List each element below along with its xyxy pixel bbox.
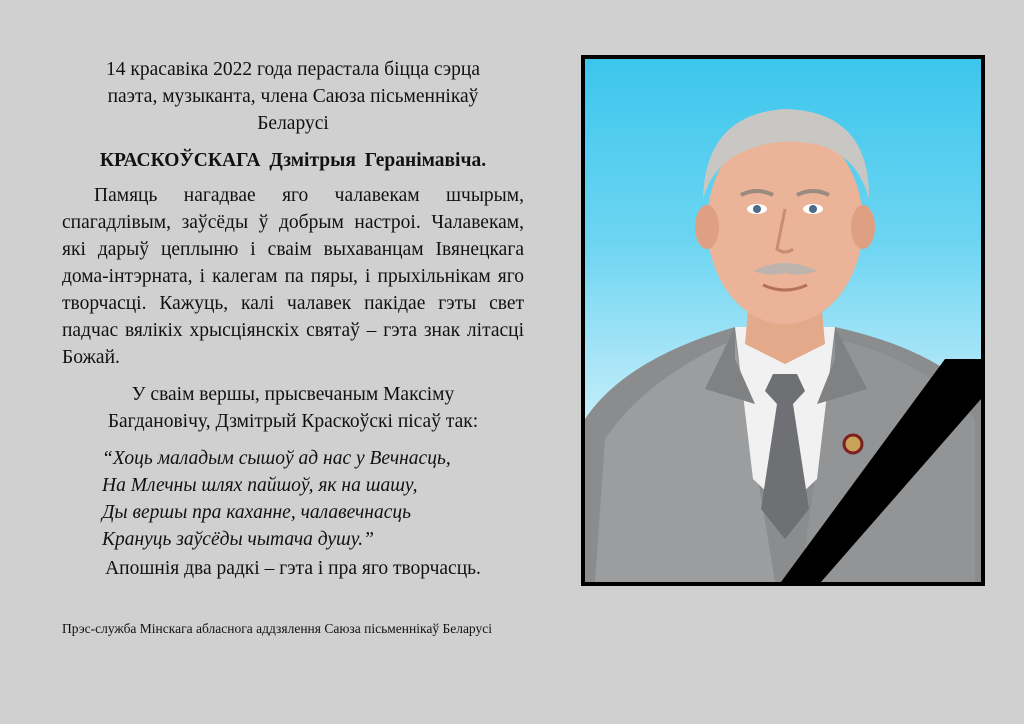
press-service-credit: Прэс-служба Мінскага абласнога аддзялення Саюза пісьменнікаў Беларусі	[62, 621, 492, 636]
portrait-illustration	[585, 59, 981, 582]
poem-line: Ды вершы пра каханне, чалавечнасць	[102, 502, 411, 523]
poem-line: На Млечны шлях пайшоў, як на шашу,	[102, 475, 418, 496]
intro-line-1: 14 красавіка 2022 года перастала біцца сэрца	[105, 59, 480, 80]
intro-line-3: Беларусі	[257, 113, 329, 134]
portrait-frame	[581, 55, 985, 586]
closing-line: Апошнія два радкі – гэта і пра яго творчасць.	[105, 558, 481, 579]
intro-line-2: паэта, музыканта, члена Саюза пісьменнікаў	[107, 86, 479, 107]
verse-intro-line-2: Багдановічу, Дзмітрый Краскоўскі пісаў так:	[107, 411, 479, 432]
memorial-text	[62, 56, 524, 582]
poem-quote	[102, 445, 524, 553]
poem-line: “Хоць маладым сышоў ад нас у Вечнасць,	[102, 448, 451, 469]
deceased-name: КРАСКОЎСКАГА Дзмітрыя Геранімавіча.	[99, 150, 487, 171]
portrait-photo	[585, 59, 981, 582]
verse-intro-line-1: У сваім вершы, прысвечаным Максіму	[131, 384, 455, 405]
memory-paragraph: Памяць нагадвае яго чалавекам шчырым, спагадлівым, заўсёды ў добрым настроі. Чалавекам, які дарыў цеплыню і сваім выхаванцам Івянецкага дома-інтэрната, і калегам па пяры, і прыхільнікам яго творчасці. Кажуць, калі чалавек пакідае гэты свет падчас вялікіх хрысціянскіх святаў – гэта знак літасці Божай.	[62, 185, 524, 368]
verse-intro	[62, 381, 524, 435]
poem-line: Крануць заўсёды чытача душу.”	[102, 529, 374, 550]
intro-text	[62, 56, 524, 137]
